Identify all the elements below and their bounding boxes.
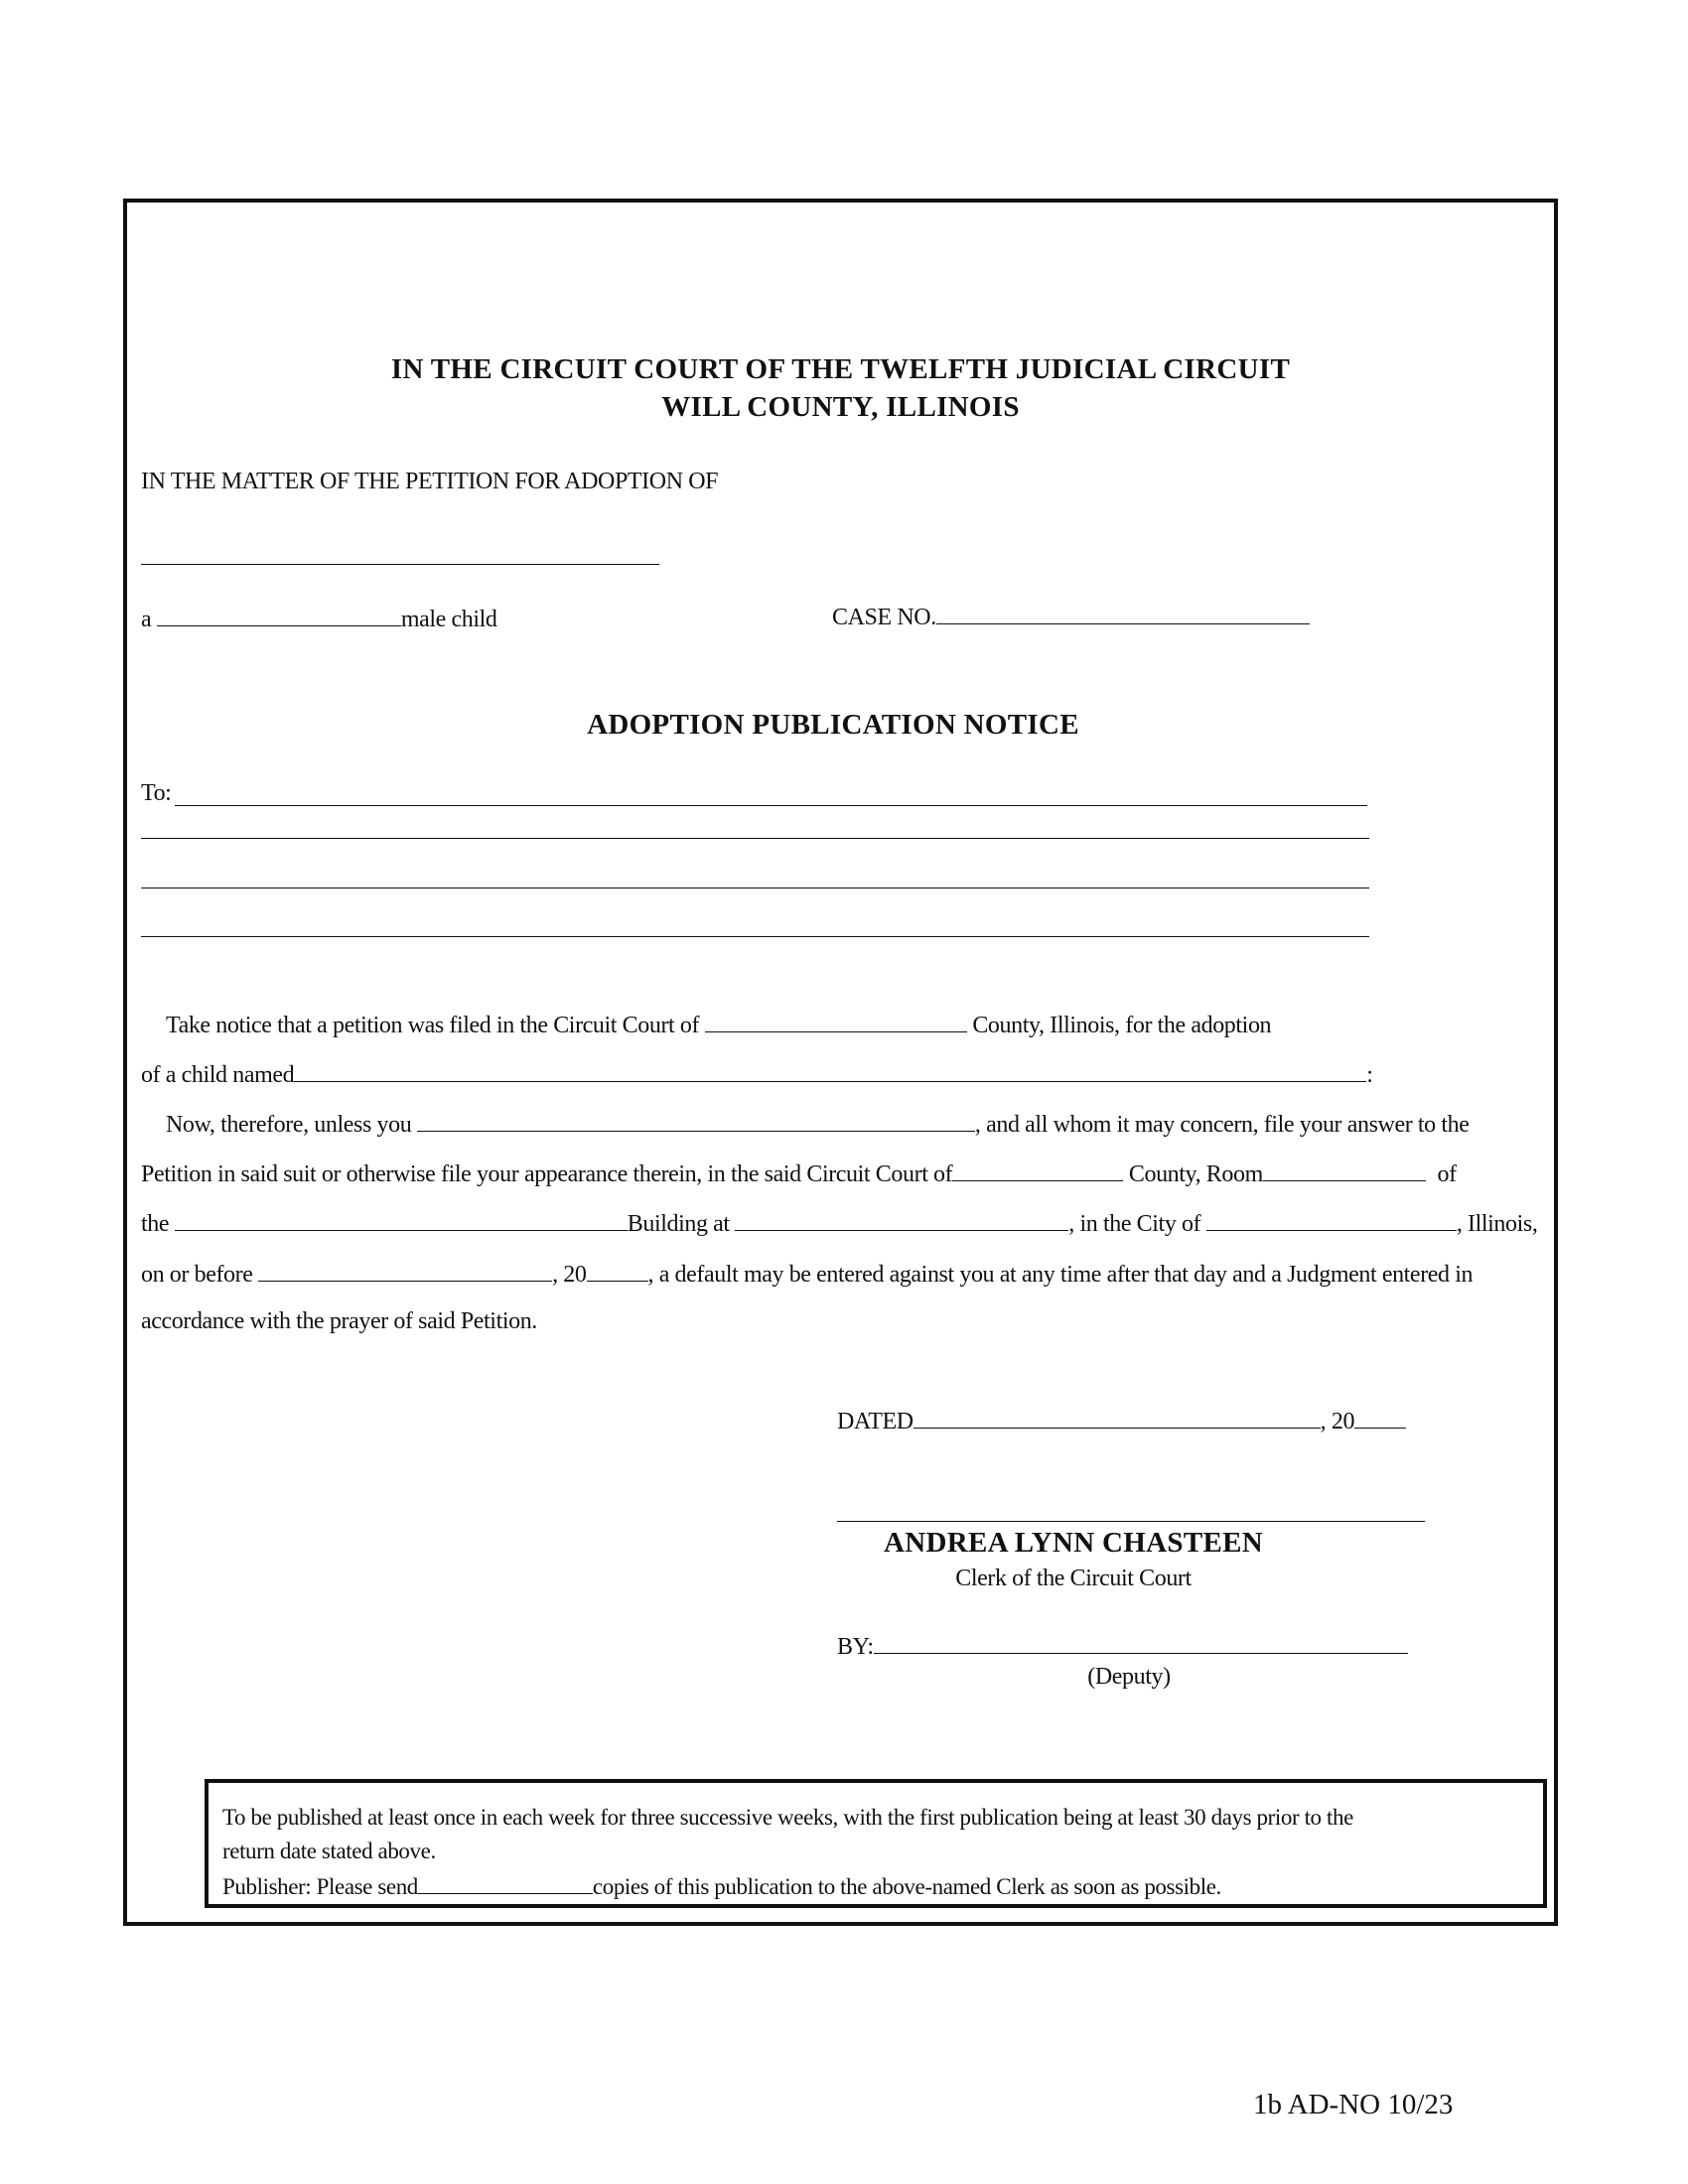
court-county: WILL COUNTY, ILLINOIS xyxy=(661,391,1020,423)
dated-line xyxy=(837,1406,1406,1435)
paragraph-line-1 xyxy=(166,1010,1271,1039)
deputy-signature-field[interactable] xyxy=(874,1631,1408,1654)
clerk-signature-line[interactable] xyxy=(837,1521,1425,1522)
building-name-field[interactable] xyxy=(175,1208,628,1231)
text-circuit-court-of: Take notice that a petition was filed in the Circuit Court of xyxy=(166,1013,700,1038)
city-field[interactable] xyxy=(1206,1208,1457,1231)
child-named-field[interactable] xyxy=(294,1059,1366,1082)
clerk-name: ANDREA LYNN CHASTEEN xyxy=(883,1527,1263,1559)
paragraph-line-4 xyxy=(141,1159,1457,1188)
publication-line-3 xyxy=(222,1871,1221,1900)
respondent-name-field[interactable] xyxy=(417,1109,975,1132)
paragraph-line-6 xyxy=(141,1259,1473,1289)
paragraph-line-7: accordance with the prayer of said Petition. xyxy=(141,1308,537,1334)
court-county-field[interactable] xyxy=(952,1159,1123,1181)
dated-year-field[interactable] xyxy=(1354,1406,1406,1429)
room-field[interactable] xyxy=(1263,1159,1426,1181)
dated-label: DATED xyxy=(837,1409,914,1434)
to-field-line-1[interactable] xyxy=(175,805,1367,806)
to-field-line-2[interactable] xyxy=(141,838,1369,839)
by-line xyxy=(837,1631,1408,1661)
to-field-line-4[interactable] xyxy=(141,936,1369,937)
form-id: 1b AD-NO 10/23 xyxy=(1253,2089,1454,2120)
court-title: IN THE CIRCUIT COURT OF THE TWELFTH JUDICIAL CIRCUIT xyxy=(390,353,1291,385)
text-the: the xyxy=(141,1211,170,1237)
building-address-field[interactable] xyxy=(735,1208,1068,1231)
text-unless-you: Now, therefore, unless you xyxy=(166,1112,412,1138)
publication-line-2: return date stated above. xyxy=(222,1839,436,1863)
answer-year-field[interactable] xyxy=(587,1259,648,1282)
copies-instruction: copies of this publication to the above-named Clerk as soon as possible. xyxy=(592,1874,1221,1899)
matter-caption: IN THE MATTER OF THE PETITION FOR ADOPTION OF xyxy=(141,469,719,494)
text-appearance-therein: Petition in said suit or otherwise file your appearance therein, in the said Circuit Court of xyxy=(141,1161,953,1187)
to-label: To: xyxy=(141,780,172,806)
clerk-title: Clerk of the Circuit Court xyxy=(955,1566,1192,1591)
text-county-illinois: County, Illinois, for the adoption xyxy=(972,1013,1272,1038)
text-all-whom-concern: , and all whom it may concern, file your answer to the xyxy=(974,1112,1470,1138)
filed-county-field[interactable] xyxy=(705,1010,967,1032)
case-number-field[interactable] xyxy=(936,602,1310,624)
text-default-judgment: , a default may be entered against you at any time after that day and a Judgment entered in xyxy=(647,1262,1474,1288)
a-prefix: a xyxy=(141,607,152,632)
text-child-named: of a child named xyxy=(141,1062,295,1088)
text-county-room: County, Room xyxy=(1128,1161,1263,1187)
paragraph-line-2 xyxy=(141,1059,1373,1089)
paragraph-line-3 xyxy=(166,1109,1470,1139)
dated-field[interactable] xyxy=(914,1406,1321,1429)
text-illinois: , Illinois, xyxy=(1456,1211,1538,1237)
paragraph-line-5 xyxy=(141,1208,1537,1238)
deputy-label: (Deputy) xyxy=(1087,1664,1171,1690)
text-on-or-before: on or before xyxy=(141,1262,253,1288)
text-of: of xyxy=(1437,1161,1457,1187)
male-child-label: male child xyxy=(400,607,497,632)
publication-line-1: To be published at least once in each week for three successive weeks, with the first publication being at least 30 days prior to the xyxy=(222,1805,1353,1830)
publication-instructions-box xyxy=(205,1779,1547,1908)
child-sex-line xyxy=(141,604,497,633)
text-year-prefix: , 20 xyxy=(552,1262,587,1288)
case-number-line xyxy=(832,602,1310,631)
publisher-please-send: Publisher: Please send xyxy=(222,1874,418,1899)
text-colon: : xyxy=(1366,1062,1373,1088)
by-label: BY: xyxy=(837,1634,874,1660)
copies-count-field[interactable] xyxy=(418,1871,593,1894)
text-city-of: , in the City of xyxy=(1068,1211,1201,1237)
text-building-at: Building at xyxy=(627,1211,730,1237)
child-sex-field[interactable] xyxy=(157,604,401,626)
child-name-field[interactable] xyxy=(141,564,659,565)
to-field-line-3[interactable] xyxy=(141,887,1369,888)
case-no-label: CASE NO. xyxy=(832,605,936,630)
answer-date-field[interactable] xyxy=(258,1259,552,1282)
dated-year-prefix: , 20 xyxy=(1320,1409,1355,1434)
notice-title: ADOPTION PUBLICATION NOTICE xyxy=(587,709,1079,741)
